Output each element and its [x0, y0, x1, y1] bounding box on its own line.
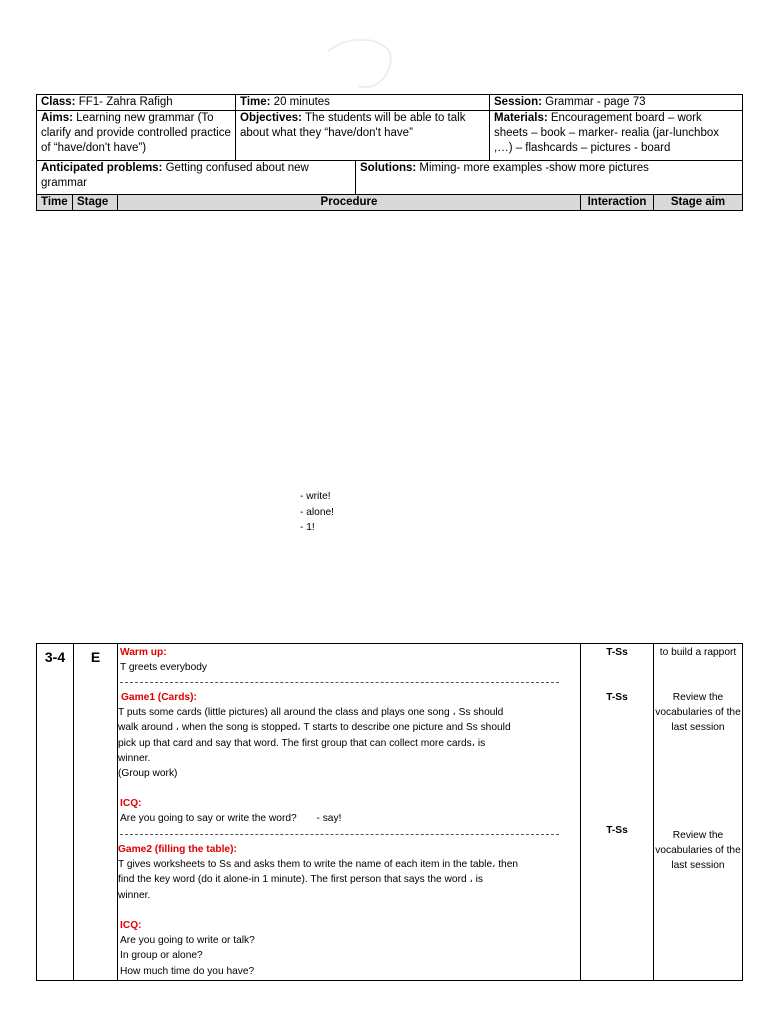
divider [120, 834, 559, 835]
game1-aim: Review the vocabularies of the last session [655, 692, 741, 734]
note-item: - write! [300, 491, 331, 502]
game2-aim: Review the vocabularies of the last session [655, 830, 741, 872]
game1-block [118, 690, 580, 781]
icq2-line: How much time do you have? [120, 965, 255, 977]
column-header-stage: Stage [72, 194, 118, 211]
warmup-interaction: T-Ss [606, 647, 628, 658]
game2-interaction: T-Ss [606, 825, 628, 836]
game1-line: winner. [118, 752, 151, 764]
game2-line: T gives worksheets to Ss and asks them to write the name of each item in the table، then [118, 859, 519, 871]
lesson-time: 3-4 [44, 649, 66, 665]
note-item: - alone! [300, 506, 334, 518]
session-cell [489, 94, 743, 111]
aims-value: Learning new grammar (To clarify and provide controlled practice of “have/don't have”) [41, 112, 231, 154]
game1-line: (Group work) [118, 768, 178, 780]
game2-title: Game2 (filling the table): [118, 844, 237, 855]
class-label: Class: [41, 96, 76, 108]
icq2-line: Are you going to write or talk? [120, 935, 255, 947]
icq1-title: ICQ: [120, 798, 142, 809]
materials-value: Encouragement board – work sheets – book – marker- realia (jar-lunchbox ,…) – flashcards – pictures - board [494, 112, 719, 154]
floating-notes [300, 489, 420, 536]
problems-cell [36, 160, 356, 195]
solutions-value: Miming- more examples -show more pictures [419, 162, 649, 174]
lesson-stage: E [90, 649, 101, 665]
materials-label: Materials: [494, 112, 548, 124]
game2-line: winner. [118, 889, 151, 901]
time-label: Time: [240, 96, 271, 108]
game2-line: find the key word (do it alone-in 1 minute). The first person that says the word ، is [118, 874, 483, 886]
icq1-text: Are you going to say or write the word? - say! [120, 813, 342, 825]
column-header-time: Time [36, 194, 73, 211]
faint-logo [318, 36, 408, 96]
stage-column-cell [73, 643, 118, 981]
game1-line: pick up that card and say that word. The first group that can collect more cards، is [118, 737, 486, 749]
session-value: Grammar - page 73 [545, 96, 646, 108]
session-label: Session: [494, 96, 542, 108]
game1-line: walk around ، when the song is stopped، T starts to describe one picture and Ss should [118, 722, 511, 734]
aims-cell [36, 110, 236, 161]
column-header-procedure: Procedure [117, 194, 581, 211]
problems-label: Anticipated problems: [41, 162, 163, 174]
icq2-line: In group or alone? [120, 950, 203, 962]
game1-interaction: T-Ss [606, 692, 628, 703]
solutions-label: Solutions: [360, 162, 417, 174]
game2-block [118, 842, 580, 903]
objectives-label: Objectives: [240, 112, 302, 124]
column-header-interaction: Interaction [580, 194, 654, 211]
time-value: 20 minutes [273, 96, 330, 108]
game1-line: T puts some cards (little pictures) all around the class and plays one song ، Ss should [118, 707, 504, 719]
time-column-cell [36, 643, 74, 981]
problems-value: Getting confused about new grammar [41, 162, 309, 189]
solutions-cell [355, 160, 743, 195]
note-item: - 1! [300, 522, 315, 533]
class-value: FF1- Zahra Rafigh [78, 96, 173, 108]
warmup-aim: to build a rapport [659, 647, 737, 658]
divider [120, 682, 559, 683]
warmup-text: T greets everybody [120, 662, 208, 674]
class-cell [36, 94, 236, 111]
icq2-title: ICQ: [120, 920, 142, 931]
icq1-block [120, 796, 578, 826]
warmup-block [120, 645, 578, 675]
objectives-cell [235, 110, 490, 161]
time-cell [235, 94, 490, 111]
materials-cell [489, 110, 743, 161]
warmup-title: Warm up: [120, 647, 167, 658]
objectives-value: The students will be able to talk about what they “have/don't have” [240, 112, 466, 139]
game1-title: Game1 (Cards): [121, 692, 197, 703]
column-header-stage-aim: Stage aim [653, 194, 743, 211]
icq2-block [120, 918, 578, 979]
aims-label: Aims: [41, 112, 73, 124]
